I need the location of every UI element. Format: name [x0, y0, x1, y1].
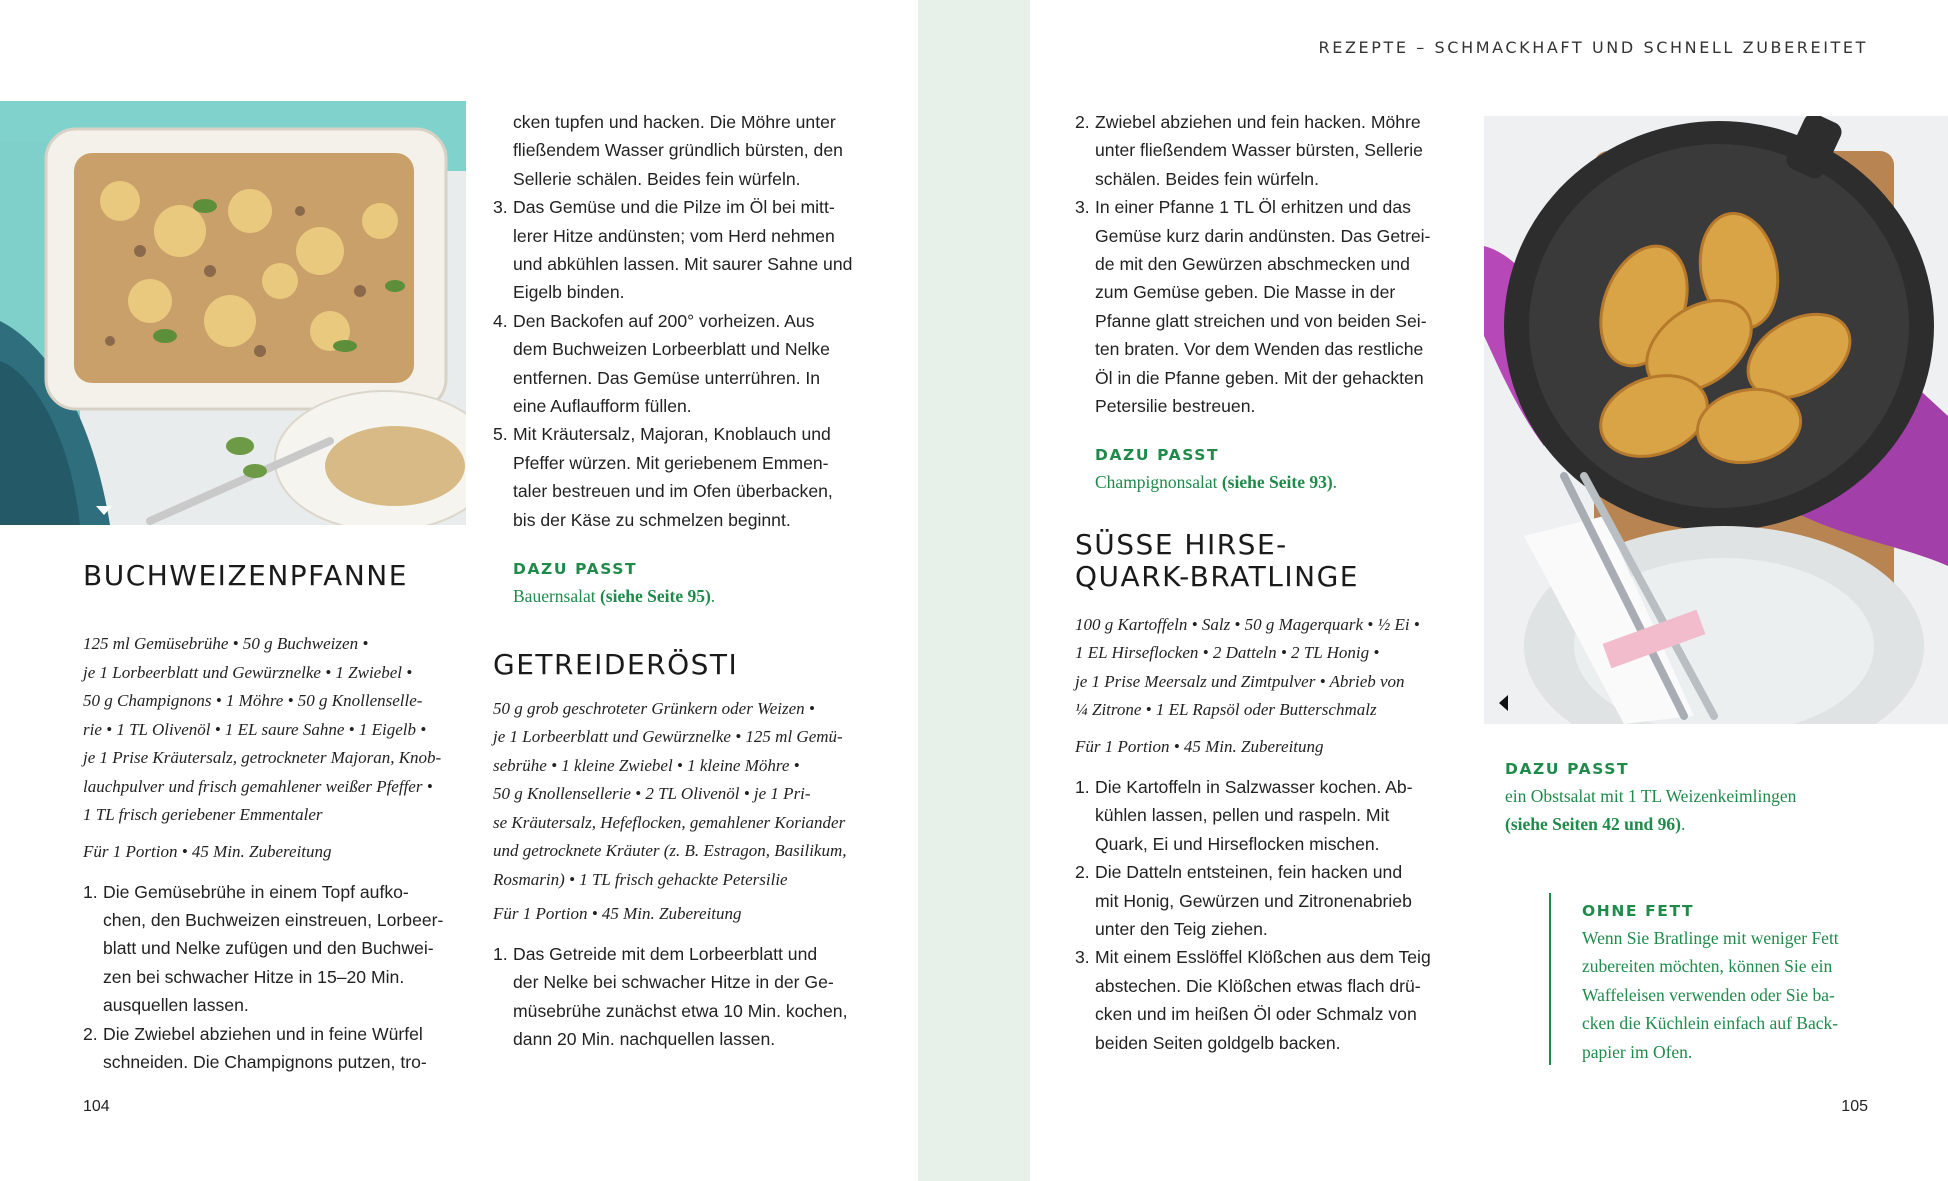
ingredient-line: 50 g grob geschroteter Grünkern oder Weizen • [493, 698, 815, 718]
ingredient-line: je 1 Lorbeerblatt und Gewürznelke • 125 ml Gemü- [493, 727, 843, 746]
right-column-b [1505, 760, 1905, 839]
step-line: müsebrühe zunächst etwa 10 Min. kochen, [513, 1000, 848, 1021]
tip-page-ref-3: (siehe Seiten 42 und 96) [1505, 814, 1681, 835]
ingredients-getreideroesti [493, 695, 893, 895]
step-line: Zwiebel abziehen und fein hacken. Möhre [1095, 112, 1421, 132]
dazu-passt-label-3: DAZU PASST [1505, 760, 1630, 778]
ingredient-line: lauchpulver und frisch gemahlener weißer Pfeffer • [83, 776, 433, 796]
step-line: dann 20 Min. nachquellen lassen. [513, 1029, 776, 1050]
ingredient-line: 50 g Knollensellerie • 2 TL Olivenöl • je 1 Pri- [493, 784, 811, 803]
step-line: Pfeffer würzen. Mit geriebenem Emmen- [513, 452, 829, 473]
sidebar-line: papier im Ofen. [1582, 1041, 1693, 1062]
step-line: unter den Teig ziehen. [1095, 918, 1268, 939]
step-line: Die Datteln entsteinen, fein hacken und [1095, 862, 1403, 883]
right-page [1030, 0, 1948, 1181]
step-number: 1. [1075, 776, 1090, 797]
ohne-fett-box [1582, 902, 1902, 1066]
tip-dish: Bauernsalat [513, 586, 596, 607]
ingredient-line: 125 ml Gemüsebrühe • 50 g Buchweizen • [83, 634, 369, 653]
step-line: Mit einem Esslöffel Klößchen aus dem Teig [1095, 947, 1431, 968]
step-line: Öl in die Pfanne geben. Mit der gehackten [1095, 367, 1424, 388]
step-number: 2. [1075, 862, 1090, 883]
steps-hirse-bratlinge [1075, 773, 1495, 1057]
tip-page-ref-2: (siehe Seite 93) [1221, 472, 1333, 493]
step-item [1075, 858, 1495, 943]
step-number: 3. [1075, 197, 1090, 218]
step-number: 3. [1075, 947, 1090, 968]
book-gutter [918, 0, 1030, 1181]
step-item [493, 307, 893, 421]
step-line: Sellerie schälen. Beides fein würfeln. [513, 168, 801, 189]
portion-time-hirse-bratlinge: Für 1 Portion • 45 Min. Zubereitung [1075, 736, 1324, 756]
running-head: REZEPTE – SCHMACKHAFT UND SCHNELL ZUBEREITET [1318, 38, 1868, 57]
step-line: Die Zwiebel abziehen und in feine Würfel [103, 1023, 423, 1044]
step-line: cken und im heißen Öl oder Schmalz von [1095, 1004, 1417, 1025]
step-item [493, 420, 893, 534]
step-item [1075, 773, 1495, 858]
step-line: dem Buchweizen Lorbeerblatt und Nelke [513, 339, 830, 360]
right-column-a [1075, 108, 1495, 1057]
dazu-passt-text-2 [1075, 468, 1495, 496]
sidebar-line: Waffeleisen verwenden oder Sie ba- [1582, 984, 1835, 1005]
step-line: de mit den Gewürzen abschmecken und [1095, 254, 1410, 275]
step-line: Das Getreide mit dem Lorbeerblatt und [513, 944, 818, 964]
step-line: In einer Pfanne 1 TL Öl erhitzen und das [1095, 197, 1411, 218]
sidebar-line: cken die Küchlein einfach auf Back- [1582, 1013, 1839, 1034]
sidebar-rule [1549, 893, 1551, 1065]
step-line: Das Gemüse und die Pilze im Öl bei mitt- [513, 197, 835, 218]
step-line: fließendem Wasser gründlich bürsten, den [513, 140, 843, 161]
steps-getreideroesti-part1 [493, 940, 893, 1054]
continued-step-text [493, 108, 893, 193]
step-line: schneiden. Die Champignons putzen, tro- [103, 1051, 427, 1072]
step-line: Die Kartoffeln in Salzwasser kochen. Ab- [1095, 776, 1413, 797]
step-line: entfernen. Das Gemüse unterrühren. In [513, 367, 821, 388]
step-item [493, 940, 893, 1054]
tip-end: . [710, 586, 716, 607]
ingredient-line: se Kräutersalz, Hefeflocken, gemahlener Koriander [493, 812, 846, 832]
step-line: zen bei schwacher Hitze in 15–20 Min. [103, 966, 405, 987]
ingredient-line: ¼ Zitrone • 1 EL Rapsöl oder Butterschmalz [1075, 700, 1377, 720]
step-item [493, 193, 893, 307]
step-item [1075, 108, 1495, 193]
step-line: Die Gemüsebrühe in einem Topf aufko- [103, 881, 409, 902]
steps-buchweizenpfanne-part1 [83, 878, 468, 1077]
step-line: blatt und Nelke zufügen und den Buchwei- [103, 938, 434, 959]
step-number: 3. [493, 197, 508, 218]
ingredient-line: je 1 Prise Kräutersalz, getrockneter Majoran, Knob- [83, 748, 442, 767]
dazu-passt-text [493, 582, 893, 610]
step-line: Den Backofen auf 200° vorheizen. Aus [513, 310, 815, 331]
steps-buchweizenpfanne-part2 [493, 193, 893, 534]
step-line: kühlen lassen, pellen und raspeln. Mit [1095, 805, 1390, 826]
ingredient-line: 100 g Kartoffeln • Salz • 50 g Magerquark • ½ Ei • [1075, 614, 1420, 634]
step-item [83, 878, 468, 1020]
step-line: schälen. Beides fein würfeln. [1095, 168, 1319, 189]
ohne-fett-text [1582, 924, 1902, 1066]
left-column-b [493, 108, 893, 1054]
step-line: chen, den Buchweizen einstreuen, Lorbeer- [103, 909, 444, 930]
step-line: eine Auflaufform füllen. [513, 396, 692, 417]
step-number: 2. [83, 1023, 98, 1044]
ingredient-line: 1 TL frisch geriebener Emmentaler [83, 805, 323, 824]
step-line: Petersilie bestreuen. [1095, 396, 1256, 417]
step-line: unter fließendem Wasser bürsten, Sellerie [1095, 140, 1423, 161]
step-line: der Nelke bei schwacher Hitze in der Ge- [513, 972, 834, 993]
ingredient-line: je 1 Prise Meersalz und Zimtpulver • Abrieb von [1075, 671, 1405, 691]
step-number: 4. [493, 310, 508, 331]
step-item [1075, 943, 1495, 1057]
ingredient-line: rie • 1 TL Olivenöl • 1 EL saure Sahne • 1 Eigelb • [83, 719, 427, 739]
ingredient-line: sebrühe • 1 kleine Zwiebel • 1 kleine Möhre • [493, 755, 800, 775]
step-line: mit Honig, Gewürzen und Zitronenabrieb [1095, 890, 1412, 911]
step-line: zum Gemüse geben. Die Masse in der [1095, 282, 1396, 303]
recipe-title-buchweizenpfanne: BUCHWEIZENPFANNE [83, 559, 408, 592]
step-line: Pfanne glatt streichen und von beiden Sei- [1095, 310, 1427, 331]
step-item [1075, 193, 1495, 420]
ingredient-line: 50 g Champignons • 1 Möhre • 50 g Knollenselle- [83, 691, 423, 710]
recipe-title-getreideroesti: GETREIDERÖSTI [493, 647, 739, 681]
step-line: beiden Seiten goldgelb backen. [1095, 1032, 1341, 1053]
sidebar-line: zubereiten möchten, können Sie ein [1582, 956, 1833, 977]
title-line-1: SÜSSE HIRSE- [1075, 527, 1288, 561]
tip-end-3: . [1680, 814, 1686, 835]
casserole-photo [0, 101, 466, 525]
step-line: cken tupfen und hacken. Die Möhre unter [513, 112, 836, 132]
tip-end-2: . [1332, 472, 1338, 493]
dazu-passt-text-3 [1505, 782, 1905, 839]
ingredients-buchweizenpfanne [83, 630, 468, 830]
step-number: 1. [83, 881, 98, 902]
left-column-a [83, 560, 468, 1076]
step-line: Gemüse kurz darin andünsten. Das Getrei- [1095, 225, 1431, 246]
tip-dish-2: Champignonsalat [1095, 472, 1218, 493]
tip-page-ref: (siehe Seite 95) [599, 586, 711, 607]
step-line: abstechen. Die Klößchen etwas flach drü- [1095, 975, 1421, 996]
ingredient-line: je 1 Lorbeerblatt und Gewürznelke • 1 Zwiebel • [83, 662, 413, 682]
step-line: taler bestreuen und im Ofen überbacken, [513, 481, 833, 502]
portion-time-buchweizenpfanne: Für 1 Portion • 45 Min. Zubereitung [83, 841, 332, 861]
ingredients-hirse-bratlinge [1075, 611, 1495, 725]
recipe-title-hirse-bratlinge [1075, 529, 1495, 593]
step-number: 5. [493, 424, 508, 445]
dazu-passt-label-2: DAZU PASST [1095, 446, 1220, 465]
step-line: Eigelb binden. [513, 282, 625, 303]
ingredient-line: 1 EL Hirseflocken • 2 Datteln • 2 TL Honig • [1075, 643, 1380, 663]
sidebar-line: Wenn Sie Bratlinge mit weniger Fett [1582, 928, 1839, 948]
dazu-passt-label: DAZU PASST [513, 560, 638, 579]
step-line: Quark, Ei und Hirseflocken mischen. [1095, 833, 1380, 854]
step-line: bis der Käse zu schmelzen beginnt. [513, 509, 791, 530]
title-line-2: QUARK-BRATLINGE [1075, 559, 1359, 593]
step-line: und abkühlen lassen. Mit saurer Sahne und [513, 254, 853, 275]
ohne-fett-label: OHNE FETT [1582, 902, 1695, 920]
bratlinge-photo [1484, 116, 1948, 724]
tip-dish-3: ein Obstsalat mit 1 TL Weizenkeimlingen [1505, 786, 1797, 806]
portion-time-getreideroesti: Für 1 Portion • 45 Min. Zubereitung [493, 904, 742, 923]
step-line: lerer Hitze andünsten; vom Herd nehmen [513, 225, 835, 246]
page-number-right: 105 [1841, 1098, 1868, 1115]
step-line: Mit Kräutersalz, Majoran, Knoblauch und [513, 424, 831, 445]
page-number-left: 104 [83, 1098, 110, 1115]
ingredient-line: Rosmarin) • 1 TL frisch gehackte Petersilie [493, 869, 788, 889]
ingredient-line: und getrocknete Kräuter (z. B. Estragon, Basilikum, [493, 841, 847, 860]
left-page [0, 0, 918, 1181]
step-line: ten braten. Vor dem Wenden das restliche [1095, 339, 1424, 360]
step-number: 1. [493, 944, 508, 964]
steps-getreideroesti-part2 [1075, 108, 1495, 420]
step-line: ausquellen lassen. [103, 995, 249, 1016]
step-number: 2. [1075, 112, 1090, 132]
step-item [83, 1020, 468, 1077]
